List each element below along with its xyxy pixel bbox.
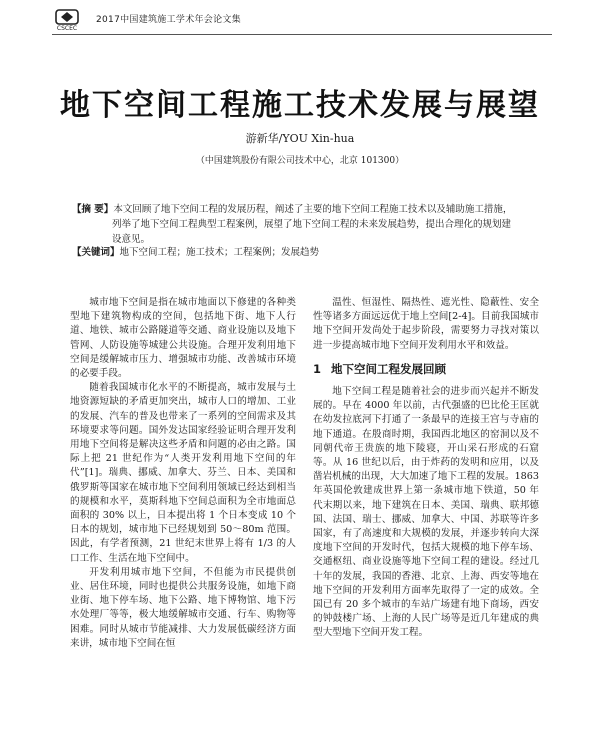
keywords	[72, 244, 530, 258]
abstract	[72, 202, 530, 247]
page-header	[52, 8, 552, 34]
cscec-logo	[52, 8, 86, 34]
abstract-text-1: 本文回顾了地下空间工程的发展历程，阐述了主要的地下空间工程施工技术以及辅助施工措施，	[113, 204, 513, 215]
paragraph: 城市地下空间是指在城市地面以下修建的各种类型地下建筑物构成的空间，包括地下街、地下人行道、地铁、城市公路隧道等交通、商业设施以及地下管网、人防设施等城建公共设施。合理开发利用地下空间是缓解城市压力、增强城市功能、改善城市环境的必要手段。	[70, 297, 296, 380]
paragraph: 地下空间工程是随着社会的进步而兴起并不断发展的。早在 4000 年以前，古代强盛的巴比伦王匡就在幼发拉底河下打通了一条最早的连接王宫与寺庙的地下通道。在殷商时期，我国西北地区的窑洞以及不同朝代帝王贵族的地下陵寝，开山采石形成的石窟等。从 16 世纪以后，由于炸药的发明和应用，以及凿岩机械的出现，大大加速了地下工程的发展。1863 年英国伦敦建成世界上第一条城市地下铁道，50 年代末期以来，地下建筑在日本、美国、瑞典、联邦德国、法国、瑞士、挪威、加拿大、中国、苏联等许多国家，有了高速度和大规模的发展，并逐步转向大深度地下空间的开发时代，包括大规模的地下停车场、交通枢纽、商业设施等地下空间工程的建设。经过几十年的发展，我国的香港、北京、上海、西安等地在地下空间的开发利用方面率先取得了一定的成效。全国已有 20 多个城市的车站广场建有地下商场，西安的钟鼓楼广场、上海的人民广场等是近几年建成的典型大型地下空间开发工程。	[313, 386, 539, 639]
abstract-line-2: 列举了地下空间工程典型工程案例，展望了地下空间工程的未来发展趋势，提出合理化的规划建	[112, 219, 512, 230]
abstract-line-1	[72, 202, 530, 217]
keywords-text: 地下空间工程；施工技术；工程案例；发展趋势	[119, 247, 320, 258]
author: 游新华/YOU Xin-hua	[245, 132, 355, 145]
paragraph: 温性、恒湿性、隔热性、遮光性、隐蔽性、安全性等诸多方面远远优于地上空间[2-4]。目前我国城市地下空间开发尚处于起步阶段，需要努力寻找对策以进一步提高城市地下空间开发利用水平和效益。	[313, 297, 539, 351]
logo-text: CSCEC	[56, 25, 78, 32]
section-title: 地下空间工程发展回顾	[331, 361, 447, 376]
paper-title: 地下空间工程施工技术发展与展望	[60, 88, 540, 123]
keywords-label: 【关键词】	[72, 247, 120, 258]
left-column	[70, 296, 296, 651]
logo-mark-icon	[52, 8, 82, 26]
journal-title: 2017中国建筑施工学术年会论文集	[96, 15, 242, 25]
right-column	[313, 296, 539, 641]
section-number: 1	[313, 361, 322, 376]
abstract-line-3: 设意见。	[112, 234, 151, 245]
abstract-label: 【摘 要】	[72, 204, 114, 215]
section-heading	[313, 362, 539, 376]
affiliation: （中国建筑股份有限公司技术中心，北京 101300）	[195, 156, 405, 166]
paragraph: 随着我国城市化水平的不断提高，城市发展与土地资源短缺的矛盾更加突出，城市人口的增加、工业的发展、汽车的普及也带来了一系列的空间需求及其环境要求等问题。国外发达国家经验证明合理开发利用地下空间将是解决这些矛盾和问题的必由之路。国际上把 21 世纪作为“人类开发利用地下空间的年代”[1]。瑞典、挪威、加拿大、芬兰、日本、美国和俄罗斯等国家在城市地下空间利用领域已经达到相当的规模和水平，莫斯科地下空间总面积为全市地面总面积的 30% 以上，日本提出将 1 个日本变成 10 个日本的规划，城市地下已经规划到 50～80m 范围。因此，有学者预测，21 世纪末世界上将有 1/3 的人口工作、生活在地下空间中。	[70, 382, 296, 564]
header-rule	[52, 34, 552, 35]
paragraph: 开发利用城市地下空间，不但能为市民提供创业、居住环境，同时也提供公共服务设施，如地下商业街、地下停车场、地下公路、地下博物馆、地下污水处理厂等等，极大地缓解城市交通、行车、购物等困难。同时从城市节能减排、大力发展低碳经济方面来讲，城市地下空间在恒	[70, 566, 296, 649]
